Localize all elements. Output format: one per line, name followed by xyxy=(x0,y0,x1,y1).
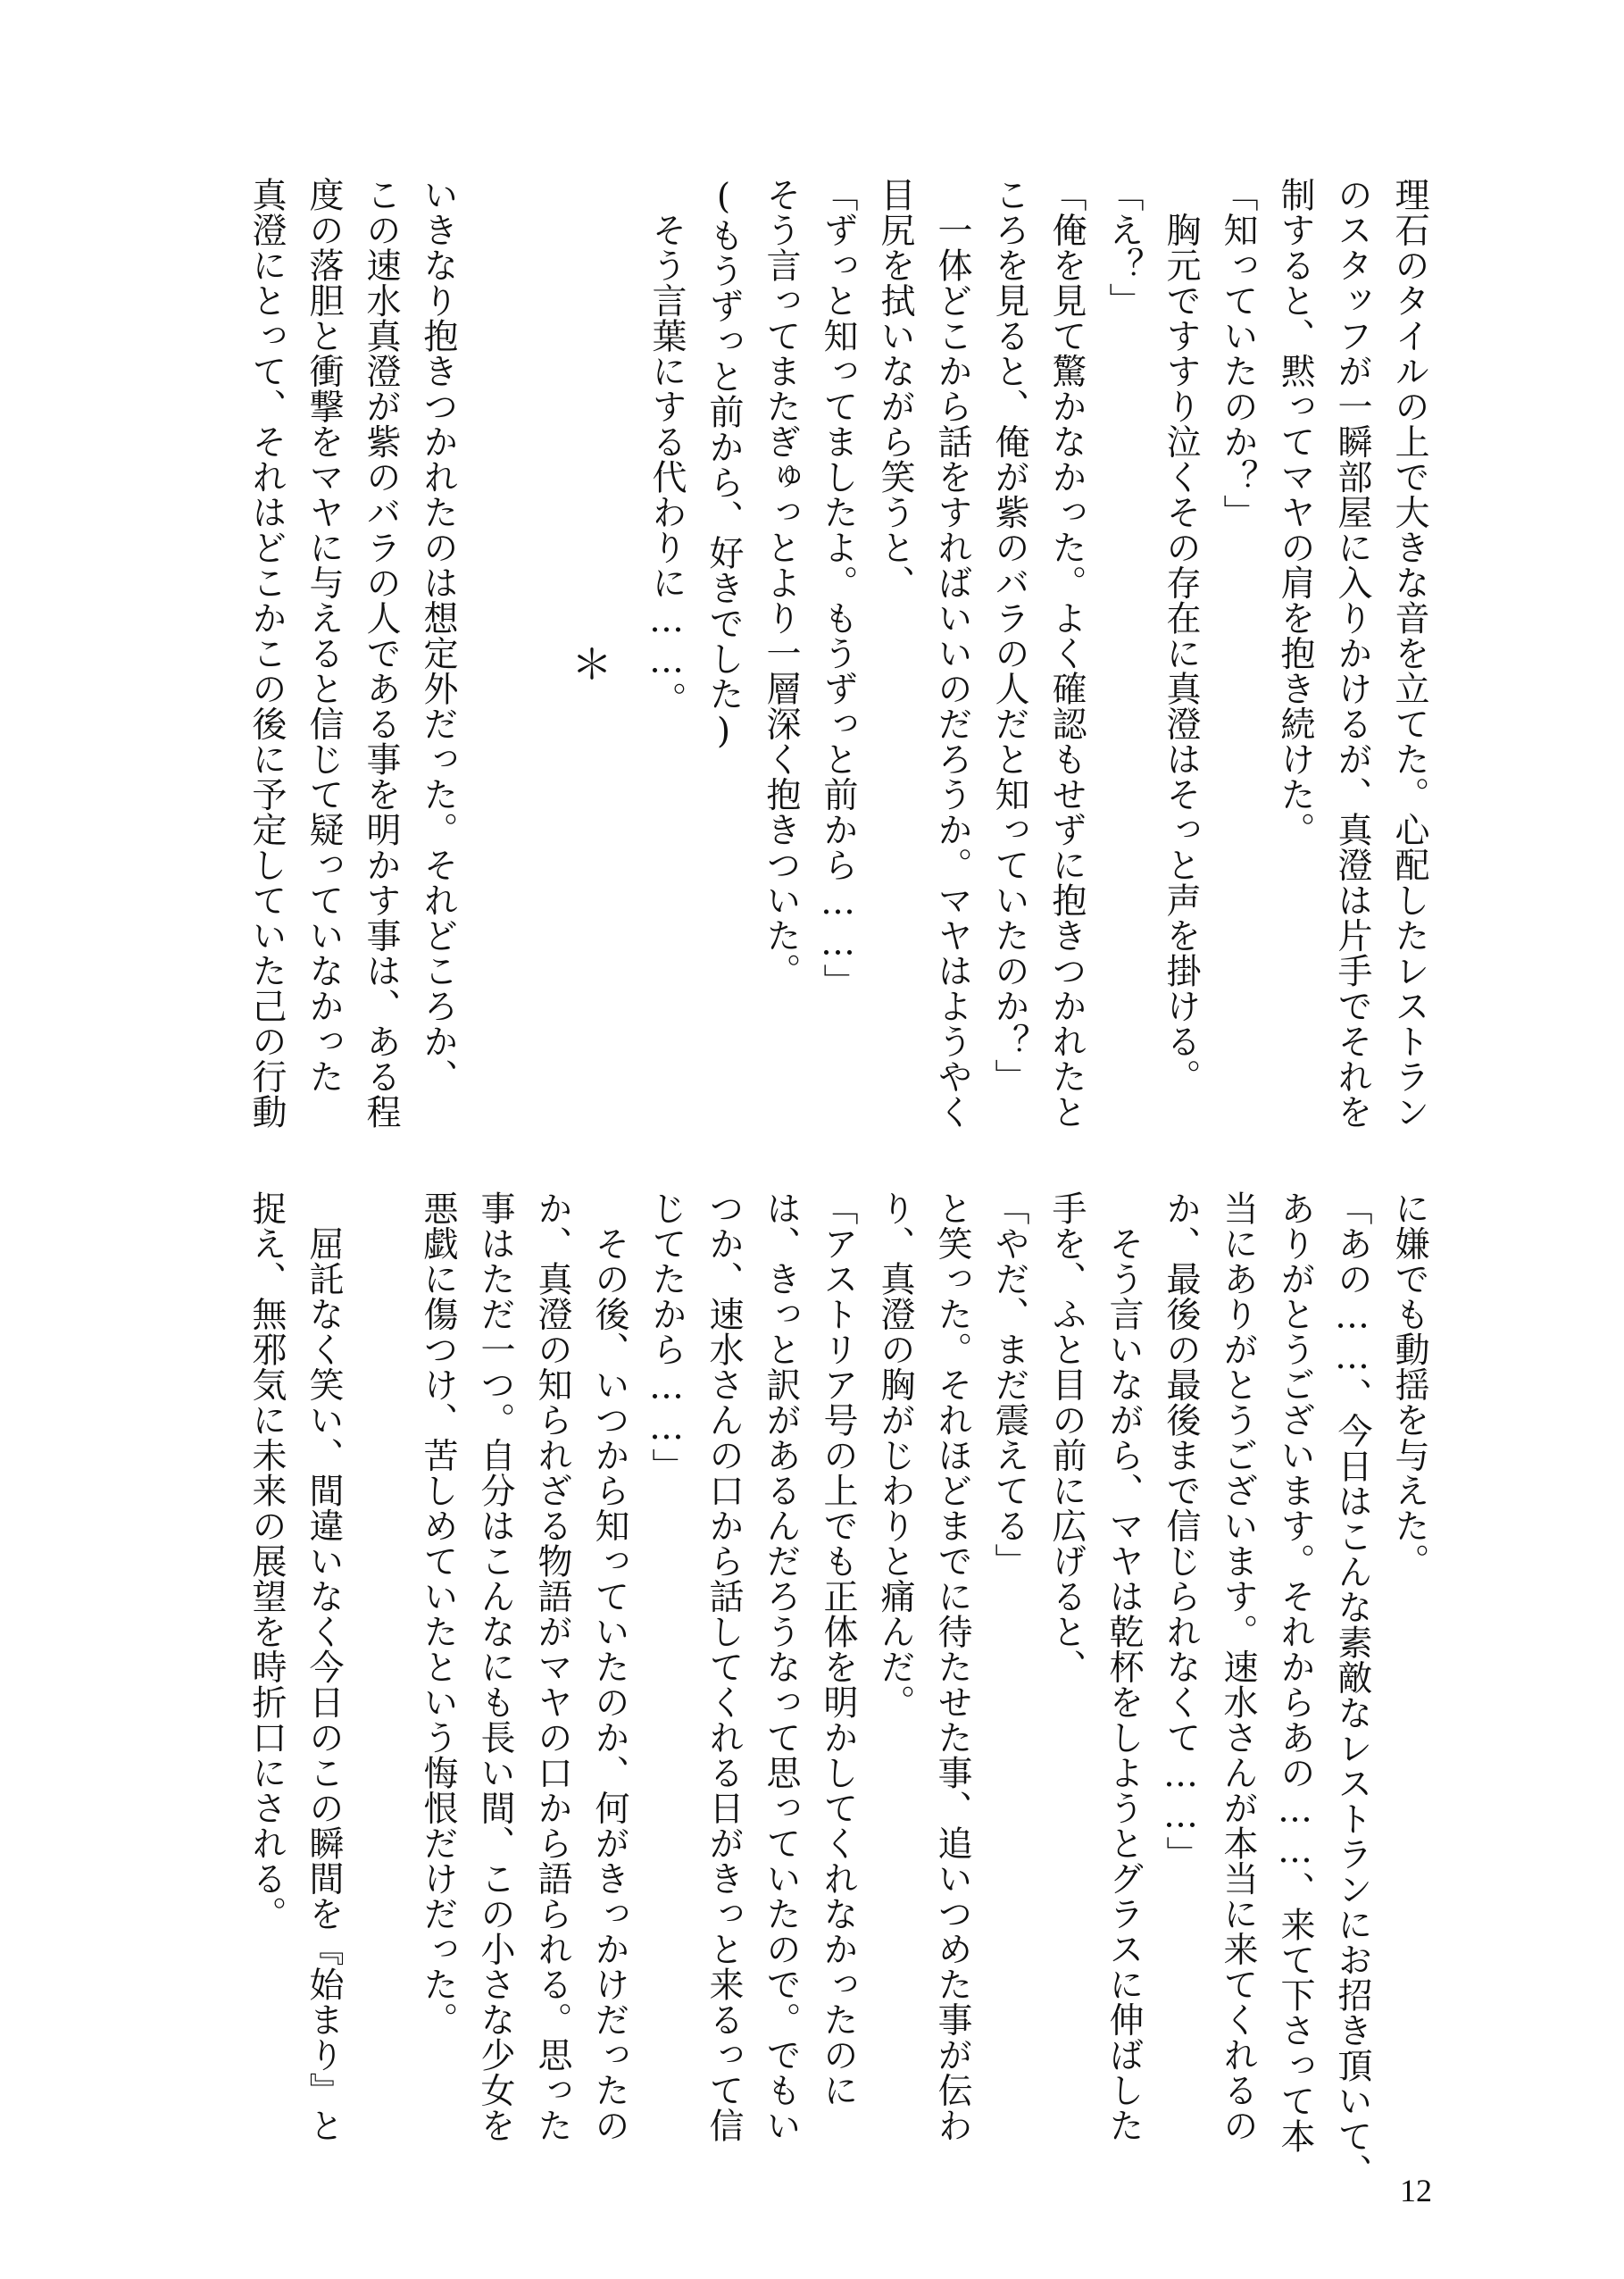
text-line: つか、速水さんの口から話してくれる日がきっと来るって信 xyxy=(704,1190,744,2143)
section-break-asterisk: ＊ xyxy=(571,640,612,689)
text-line: 「知っていたのか？」 xyxy=(1218,177,1258,530)
text-line: 「やだ、まだ震えてる」 xyxy=(989,1190,1029,1579)
text-line: と笑った。それほどまでに待たせた事、追いつめた事が伝わ xyxy=(932,1190,972,2143)
text-line: のスタッフが一瞬部屋に入りかけるが、真澄は片手でそれを xyxy=(1332,177,1372,1130)
text-line: ありがとうございます。それからあの……、来て下さって本 xyxy=(1275,1190,1315,2154)
text-line: この速水真澄が紫のバラの人である事を明かす事は、ある程 xyxy=(361,177,401,1130)
text-line: 制すると、黙ってマヤの肩を抱き続けた。 xyxy=(1275,177,1315,847)
text-line: に嫌でも動揺を与えた。 xyxy=(1389,1190,1429,1579)
text-line: 真澄にとって、それはどこかこの後に予定していた己の行動 xyxy=(246,177,287,1130)
text-line: 一体どこから話をすればいいのだろうか。マヤはようやく xyxy=(932,177,972,1130)
text-line xyxy=(466,177,523,1123)
text-line: 捉え、無邪気に未来の展望を時折口にされる。 xyxy=(246,1190,287,1932)
text-line: 「ずっと知ってましたよ。もうずっと前から……」 xyxy=(818,177,858,999)
text-line: じてたから……」 xyxy=(646,1190,687,1483)
text-line: 「え？」 xyxy=(1103,177,1144,318)
text-line: 理石のタイルの上で大きな音を立てた。心配したレストラン xyxy=(1389,177,1429,1130)
text-line: か、最後の最後まで信じられなくて……」 xyxy=(1161,1190,1201,1872)
text-line: 手を、ふと目の前に広げると、 xyxy=(1046,1190,1087,1684)
text-line: り、真澄の胸がじわりと痛んだ。 xyxy=(875,1190,915,1720)
text-line: ころを見ると、俺が紫のバラの人だと知っていたのか？」 xyxy=(989,177,1029,1094)
text-line: 悪戯に傷つけ、苦しめていたという悔恨だけだった。 xyxy=(418,1190,458,2037)
lower-text-block xyxy=(237,1190,1437,2189)
text-line: そう言いながら、マヤは乾杯をしようとグラスに伸ばした xyxy=(1103,1190,1144,2143)
text-line: 「俺を見て驚かなかった。よく確認もせずに抱きつかれたと xyxy=(1046,177,1087,1130)
upper-text-block xyxy=(237,177,1437,1130)
text-line: 「アストリア号の上でも正体を明かしてくれなかったのに xyxy=(818,1190,858,2108)
text-line: 屈託なく笑い、間違いなく今日のこの瞬間を『始まり』と xyxy=(304,1190,344,2143)
text-line: 度の落胆と衝撃をマヤに与えると信じて疑っていなかった xyxy=(304,177,344,1094)
text-line: 当にありがとうございます。速水さんが本当に来てくれるの xyxy=(1218,1190,1258,2143)
text-line: そう言ってまたぎゅっとより一層深く抱きついた。 xyxy=(761,177,801,989)
text-line: 事はただ一つ。自分はこんなにも長い間、この小さな少女を xyxy=(475,1190,515,2143)
page-number: 12 xyxy=(1400,2173,1432,2208)
text-line: か、真澄の知られざる物語がマヤの口から語られる。思った xyxy=(532,1190,572,2143)
text-line: (もうずっと前から、好きでした) xyxy=(704,177,744,752)
text-line xyxy=(352,1190,409,2173)
text-line: その後、いつから知っていたのか、何がきっかけだったの xyxy=(589,1190,629,2143)
text-line: 胸元ですすり泣くその存在に真澄はそっと声を掛ける。 xyxy=(1161,177,1201,1094)
text-line: 「あの……、今日はこんな素敵なレストランにお招き頂いて、 xyxy=(1332,1190,1372,2189)
text-line: は、きっと訳があるんだろうなって思っていたので。でもい xyxy=(761,1190,801,2143)
text-line: いきなり抱きつかれたのは想定外だった。それどころか、 xyxy=(418,177,458,1094)
text-line: 目尻を拭いながら笑うと、 xyxy=(875,177,915,600)
text-line: そう言葉にする代わりに……。 xyxy=(646,177,687,717)
